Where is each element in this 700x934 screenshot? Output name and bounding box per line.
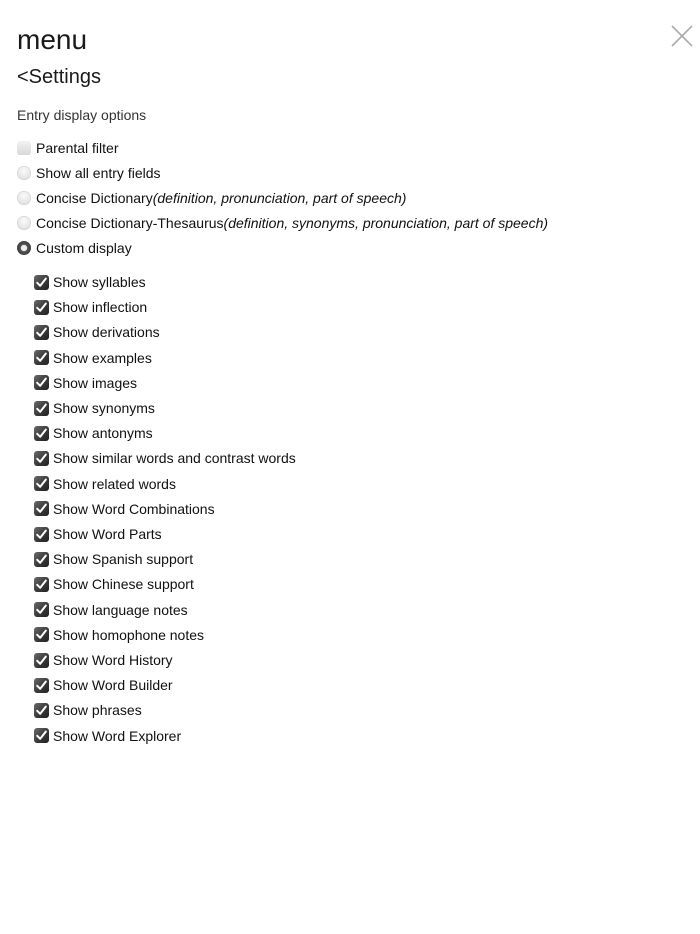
checkmark-icon (35, 376, 48, 389)
checkbox-show-syllables[interactable] (34, 272, 146, 292)
checkbox-show-derivations[interactable] (34, 322, 160, 342)
checkbox-checked-icon (34, 728, 49, 743)
radio-show-all-entry-fields[interactable] (17, 163, 161, 183)
checkmark-icon (35, 654, 48, 667)
checkmark-icon (35, 301, 48, 314)
checkmark-icon (35, 452, 48, 465)
option-label: Show inflection (53, 299, 148, 316)
checkbox-checked-icon (34, 552, 49, 567)
checkbox-checked-icon (34, 476, 49, 491)
option-hint: (definition, synonyms, pronunciation, part of speech) (223, 215, 549, 231)
back-to-settings-link[interactable]: <Settings (17, 66, 101, 88)
checkbox-checked-icon (34, 602, 49, 617)
option-label: Show Word History (53, 652, 173, 668)
option-label: Show language notes (53, 601, 188, 618)
option-label: Show antonyms (53, 425, 153, 442)
radio-selected-icon (17, 241, 31, 255)
option-label: Parental filter (36, 140, 119, 156)
checkbox-checked-icon (34, 300, 49, 315)
radio-unselected-icon (17, 216, 31, 230)
checkbox-show-homophone-notes[interactable] (34, 625, 204, 645)
option-label: Custom display (36, 240, 132, 256)
checkmark-icon (35, 351, 48, 364)
option-label: Show related words (53, 475, 176, 492)
checkbox-checked-icon (34, 703, 49, 718)
option-label: Show homophone notes (53, 626, 204, 643)
checkmark-icon (35, 477, 48, 490)
checkmark-icon (35, 704, 48, 717)
radio-custom-display[interactable] (17, 238, 132, 258)
checkbox-show-synonyms[interactable] (34, 398, 155, 418)
checkbox-show-word-builder[interactable] (34, 675, 173, 695)
option-label: Show images (53, 374, 138, 391)
close-button[interactable] (669, 23, 695, 49)
checkbox-checked-icon (34, 350, 49, 365)
checkbox-show-phrases[interactable] (34, 700, 142, 720)
checkmark-icon (35, 402, 48, 415)
option-label: Show Spanish support (53, 551, 194, 568)
checkmark-icon (35, 679, 48, 692)
checkbox-show-word-parts[interactable] (34, 524, 162, 544)
checkbox-show-word-history[interactable] (34, 650, 173, 670)
checkbox-checked-icon (34, 375, 49, 390)
checkmark-icon (35, 628, 48, 641)
checkbox-checked-icon (34, 451, 49, 466)
page-title: menu (17, 24, 88, 55)
option-label: Show similar words and contrast words (53, 450, 296, 467)
option-label: Show Word Builder (53, 677, 173, 694)
option-label: Concise Dictionary-Thesaurus (36, 215, 224, 231)
checkbox-show-antonyms[interactable] (34, 423, 153, 443)
checkmark-icon (35, 276, 48, 289)
checkbox-show-related-words[interactable] (34, 474, 176, 494)
radio-concise-dictionary[interactable] (17, 188, 406, 208)
option-label: Show examples (53, 349, 152, 366)
radio-concise-dictionary-thesaurus[interactable] (17, 213, 548, 233)
section-label: Entry display options (17, 107, 147, 123)
option-label: Show Word Parts (53, 526, 162, 542)
checkbox-checked-icon (34, 401, 49, 416)
checkmark-icon (35, 578, 48, 591)
checkbox-checked-icon (34, 678, 49, 693)
option-label: Show derivations (53, 324, 160, 341)
close-x-icon (669, 23, 695, 49)
parental-filter-checkbox[interactable] (17, 138, 118, 158)
option-label: Show synonyms (53, 400, 155, 416)
checkmark-icon (35, 528, 48, 541)
checkmark-icon (35, 729, 48, 742)
option-label: Show syllables (53, 274, 146, 290)
checkbox-checked-icon (34, 627, 49, 642)
checkbox-show-similar-words-and-contrast-words[interactable] (34, 448, 296, 468)
checkbox-show-language-notes[interactable] (34, 600, 188, 620)
checkbox-checked-icon (34, 527, 49, 542)
checkbox-checked-icon (34, 325, 49, 340)
option-label: Show phrases (53, 702, 142, 719)
checkbox-show-chinese-support[interactable] (34, 574, 194, 594)
checkmark-icon (35, 502, 48, 515)
checkbox-show-images[interactable] (34, 373, 137, 393)
checkmark-icon (35, 603, 48, 616)
radio-unselected-icon (17, 191, 31, 205)
checkbox-checked-icon (34, 426, 49, 441)
checkbox-checked-icon (34, 275, 49, 290)
checkbox-show-spanish-support[interactable] (34, 549, 193, 569)
checkmark-icon (35, 326, 48, 339)
checkbox-show-word-combinations[interactable] (34, 499, 215, 519)
checkbox-checked-icon (34, 653, 49, 668)
checkbox-checked-icon (34, 501, 49, 516)
option-hint: (definition, pronunciation, part of speech) (152, 190, 407, 206)
checkbox-show-examples[interactable] (34, 348, 152, 368)
checkmark-icon (35, 553, 48, 566)
option-label: Show Word Combinations (53, 500, 215, 517)
checkbox-show-word-explorer[interactable] (34, 726, 181, 746)
option-label: Show Chinese support (53, 576, 194, 593)
checkbox-checked-icon (34, 577, 49, 592)
option-label: Concise Dictionary (36, 190, 153, 206)
checkmark-icon (35, 427, 48, 440)
option-label: Show Word Explorer (53, 727, 182, 744)
checkbox-unchecked-icon (17, 141, 31, 155)
radio-unselected-icon (17, 166, 31, 180)
option-label: Show all entry fields (36, 165, 161, 181)
checkbox-show-inflection[interactable] (34, 297, 147, 317)
